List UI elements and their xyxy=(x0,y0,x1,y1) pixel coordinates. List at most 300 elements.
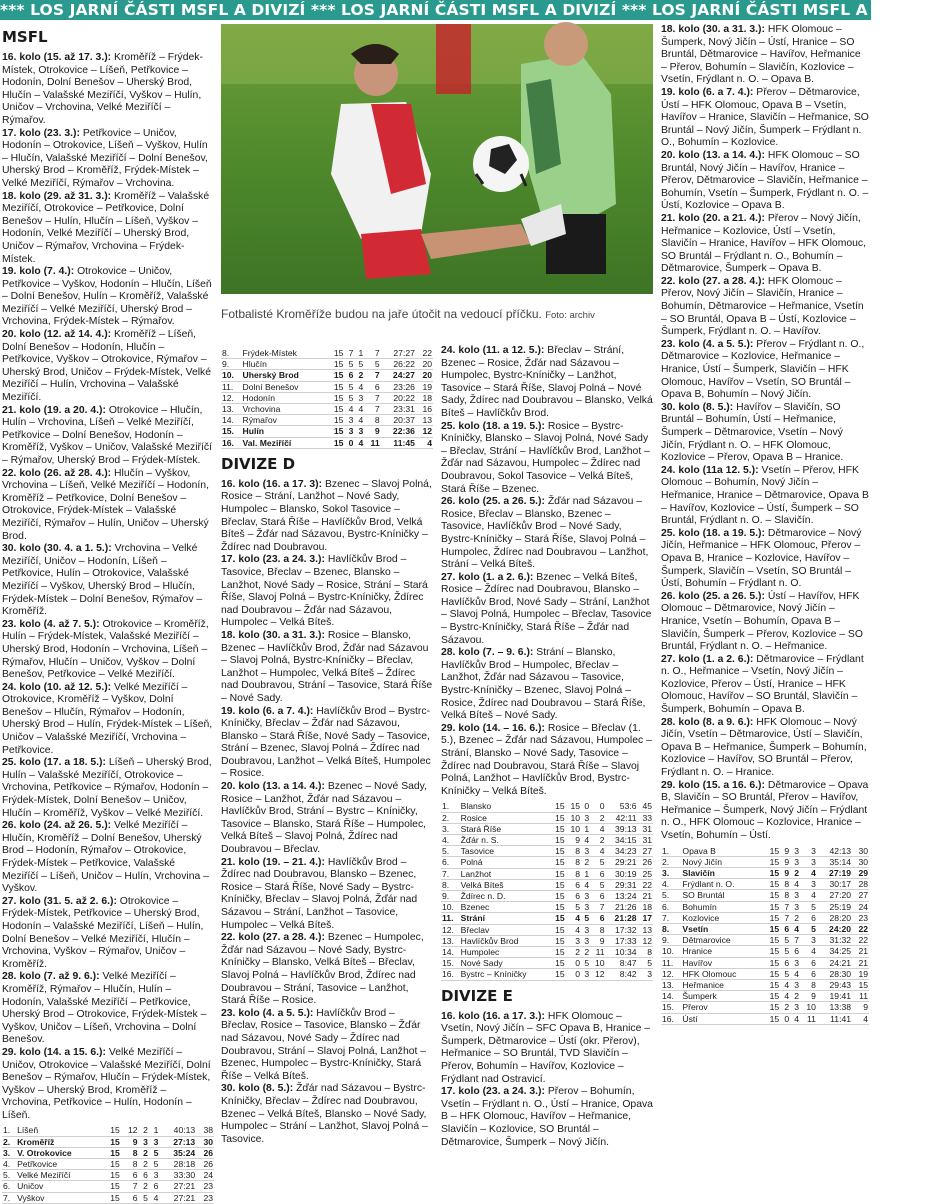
table-cell: 7. xyxy=(3,1192,11,1203)
table-cell: Stará Říše xyxy=(460,823,502,834)
table-cell: Havířov xyxy=(682,957,713,968)
round-matches: Havlíčkův Brod – Ždírec nad Doubravou, Blansko – Bzenec, Rosice – Stará Říše, Nové Sady – Bystrc-Kníničky, Břeclav – Slavoj Polná, Žďár nad Sázavou – Strání, Lanžhot – Tasovice, Humpolec – Velká Bíteš. xyxy=(221,856,418,931)
round-fixtures xyxy=(661,150,869,213)
table-cell: 31:32 xyxy=(829,935,852,946)
table-cell: 15 xyxy=(110,1192,120,1203)
table-cell: 2. xyxy=(442,812,450,823)
round-fixtures xyxy=(661,528,869,591)
section-title-divize-d: DIVIZE D xyxy=(221,454,296,473)
table-cell: 15 xyxy=(333,359,344,370)
table-cell: 15 xyxy=(555,834,565,845)
table-cell: 10. xyxy=(222,370,234,381)
table-cell: 29 xyxy=(858,868,868,878)
table-cell: 23 xyxy=(858,912,868,923)
round-matches: Břeclav – Strání, Bzenec – Rosice, Žďár nad Sázavou – Humpolec, Bystrc-Kníničky – Lanžhot, Tasovice – Stará Říše, Slavoj Polná – Nové Sady, Ždírec nad Doubravou – Blansko, Velká Bíteš – Havlíčkův Brod. xyxy=(441,345,653,419)
table-cell: 15 xyxy=(555,913,565,924)
table-cell: 27:21 xyxy=(173,1192,196,1203)
table-cell: 11 xyxy=(859,991,868,1002)
table-cell: 3 xyxy=(794,957,800,968)
table-cell: Hulín xyxy=(242,426,264,437)
table-cell: 3 xyxy=(794,1002,800,1013)
round-label: 17. kolo (23. 3.): xyxy=(2,127,80,139)
table-cell: 8 xyxy=(132,1147,138,1158)
table-cell: 3 xyxy=(811,856,816,867)
table-cell: 3 xyxy=(794,980,800,991)
table-cell: 17:32 xyxy=(615,924,637,935)
table-row xyxy=(661,957,869,968)
round-label: 16. kolo (15. až 17. 3.): xyxy=(2,52,112,63)
table-cell: 15 xyxy=(555,868,565,879)
round-fixtures xyxy=(2,682,214,758)
table-cell: 23 xyxy=(203,1181,213,1192)
table-row xyxy=(661,868,869,879)
round-fixtures xyxy=(441,1011,653,1087)
table-cell: 2 xyxy=(143,1159,148,1170)
table-cell: 16 xyxy=(422,404,432,415)
table-cell: 3 xyxy=(584,902,590,913)
table-cell: 5 xyxy=(374,359,380,370)
table-cell: 3 xyxy=(584,969,590,980)
round-matches: Žďár nad Sázavou – Bystrc-Kníničky, Břeclav – Ždírec nad Doubravou, Bzenec – Velká Bíteš, Blansko – Nové Sady, Humpolec – Strání – Lanžhot, Slavoj Polná – Tasovice. xyxy=(221,1083,428,1145)
table-cell: Líšeň xyxy=(17,1125,39,1136)
table-cell: 26 xyxy=(203,1147,213,1158)
table-cell: 27 xyxy=(642,846,652,857)
table-cell: Velká Bíteš xyxy=(460,879,504,890)
table-row xyxy=(441,834,653,845)
table-cell: 2 xyxy=(794,991,800,1002)
table-cell: 15 xyxy=(555,969,565,980)
round-fixtures xyxy=(2,1047,214,1123)
photo-caption xyxy=(221,306,653,324)
round-label: 21. kolo (19. – 21. 4.): xyxy=(221,856,325,868)
table-cell: 5. xyxy=(3,1170,11,1181)
table-cell: 4 xyxy=(794,1013,800,1024)
column-divize-d xyxy=(221,345,433,1145)
round-matches: Petřkovice – Uničov, Hodonín – Otrokovice, Líšeň – Vyškov, Hulín – Hlučín, Valašské Meziříčí – Dolní Benešov, Uherský Brod – Kroměříž, Frýdek-Místek – Velké Meziříčí, Rýmařov – Vrchovina. xyxy=(2,127,208,189)
table-cell: 15 xyxy=(769,957,780,968)
table-cell: 5 xyxy=(153,1147,159,1158)
table-cell: 11. xyxy=(662,957,674,968)
table-cell: 42:11 xyxy=(615,812,637,823)
round-matches: Přerov – Frýdlant n. O., Dětmarovice – Kozlovice, Heřmanice – Hranice, Ústí – Šumperk, Slavičín – HFK Olomouc, Havířov – Vsetín, SO Bruntál – Opava B, Bohumín – Nový Jičín. xyxy=(661,338,865,401)
table-cell: 13. xyxy=(222,404,234,415)
table-cell: 5. xyxy=(662,890,670,901)
table-cell: 9 xyxy=(599,935,605,946)
table-cell: 3. xyxy=(662,868,670,878)
round-fixtures xyxy=(2,329,214,405)
table-cell: 5 xyxy=(584,913,590,924)
table-row xyxy=(221,370,433,381)
table-cell: Uherský Brod xyxy=(242,370,299,381)
table-cell: 5 xyxy=(584,958,590,969)
round-fixtures xyxy=(661,654,869,717)
table-cell: Nový Jičín xyxy=(682,856,723,867)
table-cell: 11:41 xyxy=(830,1013,852,1024)
round-matches: Havlíčkův Brod – Tasovice, Břeclav – Bzenec, Blansko – Lanžhot, Nové Sady – Rosice, Strání – Stará Říše, Slavoj Polná – Bystrc-Kníničky, Ždírec nad Doubravou – Žďár nad Sázavou, Humpolec – Velká Bíteš. xyxy=(221,554,428,629)
table-cell: 25 xyxy=(642,868,652,879)
table-cell: 0 xyxy=(584,801,590,812)
table-row xyxy=(661,1013,869,1024)
table-cell: 21:26 xyxy=(615,902,637,913)
table-cell: 14. xyxy=(222,415,234,426)
table-cell: Slavičín xyxy=(682,868,715,878)
column-divize-e xyxy=(661,24,869,1133)
table-cell: 4 xyxy=(584,879,590,890)
table-cell: 39:13 xyxy=(615,823,637,834)
table-cell: 0 xyxy=(575,969,581,980)
table-cell: 10:34 xyxy=(615,947,637,958)
table-cell: 14. xyxy=(442,947,454,958)
table-cell: 15 xyxy=(769,924,780,935)
round-matches: Velké Meziříčí – Kroměříž, Rýmařov – Hlučín, Hulín – Hodonín, Valašské Meziříčí – Petřkovice, Uherský Brod – Otrokovice, Frýdek-Místek – Vyškov, Uničov – Líšeň, Vrchovina – Dolní Benešov. xyxy=(2,971,207,1046)
table-cell: 29:43 xyxy=(829,980,852,991)
table-cell: 15 xyxy=(769,1002,780,1013)
table-cell: 6 xyxy=(348,370,354,381)
table-cell: 4 xyxy=(584,834,590,845)
table-cell: 9 xyxy=(811,991,816,1002)
table-cell: Hranice xyxy=(682,946,713,957)
round-matches: HFK Olomouc – Přerov, Nový Jičín – Slavičín, Hranice – Bohumín, Dětmarovice – Heřmanice, Vsetín – SO Bruntál, Opava B – Ústí, Kozlovice – Šumperk, Frýdlant n. O. – Havířov. xyxy=(661,275,864,338)
round-matches: Bzenec – Humpolec, Žďár nad Sázavou – Nové Sady, Bystrc-Kníničky – Blansko, Velká Bíteš – Břeclav, Slavoj Polná – Havlíčkův Brod, Ždírec nad Doubravou – Strání, Tasovice – Lanžhot, Stará Říše – Rosice. xyxy=(221,932,424,1007)
table-cell: 34:15 xyxy=(615,834,637,845)
round-label: 24. kolo (11a 12. 5.): xyxy=(661,464,759,476)
table-cell: 3 xyxy=(348,415,354,426)
table-cell: 9 xyxy=(132,1136,138,1147)
table-cell: 3 xyxy=(143,1136,148,1147)
table-cell: 3 xyxy=(358,426,364,437)
round-fixtures xyxy=(221,1083,433,1146)
table-row xyxy=(441,812,653,823)
round-label: 17. kolo (23. a 24. 3.): xyxy=(221,554,325,566)
table-cell: 28 xyxy=(858,879,868,890)
table-cell: Vsetín xyxy=(682,924,709,935)
table-cell: 30 xyxy=(858,856,868,867)
table-cell: Vrchovina xyxy=(242,404,281,415)
table-row xyxy=(661,890,869,901)
table-row xyxy=(661,879,869,890)
round-fixtures xyxy=(661,213,869,276)
table-cell: 15 xyxy=(333,392,344,403)
table-cell: 15. xyxy=(222,426,234,437)
round-matches: Bzenec – Velká Bíteš, Rosice – Ždírec nad Doubravou, Blansko – Havlíčkův Brod, Nové Sady – Strání, Lanžhot – Slavoj Polná, Humpolec – Břeclav, Tasovice – Bystrc-Kníničky, Stará Říše – Žďár nad Sázavou. xyxy=(441,571,652,646)
table-cell: 13 xyxy=(642,924,652,935)
table-cell: 20 xyxy=(422,359,432,370)
round-fixtures xyxy=(2,896,214,972)
table-cell: Hodonín xyxy=(242,392,276,403)
round-fixtures xyxy=(441,723,653,799)
table-cell: 17:33 xyxy=(615,935,637,946)
table-cell: 5. xyxy=(442,846,450,857)
table-cell: 22 xyxy=(858,935,868,946)
table-row xyxy=(661,968,869,979)
table-cell: 3 xyxy=(358,392,364,403)
table-cell: 1 xyxy=(584,868,590,879)
table-cell: 4 xyxy=(153,1192,159,1203)
round-label: 22. kolo (27. a 28. 4.): xyxy=(221,932,325,944)
table-cell: 2 xyxy=(584,947,590,958)
msfl-standings-table xyxy=(2,1125,214,1203)
table-cell: Žďár n. S. xyxy=(460,834,499,845)
round-matches: Bzenec – Nové Sady, Rosice – Lanžhot, Žďár nad Sázavou – Havlíčkův Brod, Strání – Bystrc – Kníničky, Tasovice – Blansko, Stará Říše – Humpolec, Velká Bíteš – Slavoj Polná, Ždírec nad Doubravou – Břeclav. xyxy=(221,781,427,856)
table-row xyxy=(441,935,653,946)
table-cell: 12. xyxy=(442,924,454,935)
table-cell: 33:30 xyxy=(173,1170,196,1181)
table-cell: Dolní Benešov xyxy=(242,381,299,392)
round-matches: Přerov – Bohumín, Vsetín – Frýdlant n. O., Ústí – Hranice, Opava B – HFK Olomouc, Havířov – Heřmanice, Slavičín – Kozlovice, SO Bruntál – Dětmarovice, Šumperk – Nový Jičín. xyxy=(441,1086,653,1148)
table-cell: 31 xyxy=(642,823,652,834)
table-cell: 7 xyxy=(374,348,380,358)
round-label: 21. kolo (20. a 21. 4.): xyxy=(661,212,765,224)
table-row xyxy=(221,359,433,370)
table-cell: 24:21 xyxy=(829,957,852,968)
table-cell: Nové Sady xyxy=(460,958,503,969)
round-fixtures xyxy=(661,339,869,402)
table-cell: 9 xyxy=(784,868,790,878)
table-cell: 16. xyxy=(662,1013,674,1024)
table-cell: 15 xyxy=(555,812,565,823)
round-label: 18. kolo (30. a 31. 3.): xyxy=(661,24,765,35)
table-cell: Blansko xyxy=(460,801,492,812)
table-row xyxy=(2,1159,214,1170)
table-cell: 15 xyxy=(555,902,565,913)
table-cell: 0 xyxy=(599,801,605,812)
table-cell: 26 xyxy=(642,857,652,868)
table-cell: 24 xyxy=(858,901,868,912)
table-cell: 5 xyxy=(143,1192,148,1203)
round-label: 19. kolo (6. a 7. 4.): xyxy=(221,705,314,717)
table-cell: 5 xyxy=(784,946,790,957)
round-fixtures xyxy=(661,402,869,465)
table-cell: Strání xyxy=(460,913,485,924)
round-fixtures xyxy=(221,1008,433,1084)
table-cell: Bohumín xyxy=(682,901,717,912)
table-cell: Velké Meziříčí xyxy=(17,1170,71,1181)
table-cell: 12. xyxy=(662,968,674,979)
table-cell: SO Bruntál xyxy=(682,890,725,901)
table-cell: 8. xyxy=(662,924,670,935)
table-cell: 4 xyxy=(358,381,364,392)
round-label: 25. kolo (18. a 19. 5.): xyxy=(661,527,765,539)
table-cell: 4 xyxy=(794,924,800,935)
table-cell: 6. xyxy=(3,1181,11,1192)
table-cell: 10 xyxy=(570,812,581,823)
table-cell: 5 xyxy=(348,381,354,392)
table-cell: 2 xyxy=(794,868,800,878)
table-cell: 3. xyxy=(3,1147,11,1158)
table-cell: 8. xyxy=(442,879,450,890)
table-cell: 15 xyxy=(555,924,565,935)
table-cell: 6 xyxy=(784,957,790,968)
table-cell: Opava B xyxy=(682,845,716,856)
table-cell: 27 xyxy=(858,890,868,901)
round-matches: Otrokovice – Frýdek-Místek, Petřkovice – Uherský Brod, Hodonín – Valašské Meziříčí, Líšeň – Hulín, Dolní Benešov – Velké Meziříčí, Hlučín – Vrchovina, Vyškov – Rýmařov, Uničov – Kroměříž. xyxy=(2,895,204,970)
table-cell: 15 xyxy=(769,968,780,979)
table-cell: 7 xyxy=(374,370,380,381)
table-cell: 26 xyxy=(203,1159,213,1170)
table-cell: 4 xyxy=(427,437,432,448)
table-cell: 27:19 xyxy=(829,868,852,878)
table-cell: 2. xyxy=(3,1136,11,1147)
round-fixtures xyxy=(661,465,869,528)
table-cell: 13. xyxy=(662,980,674,991)
round-matches: Otrokovice – Uničov, Petřkovice – Vyškov, Hodonín – Hlučín, Líšeň – Dolní Benešov, Hulín – Kroměříž, Valašské Meziříčí – Velké Meziříčí, Uherský Brod – Vrchovina, Frýdek-Místek – Rýmařov. xyxy=(2,266,212,328)
table-cell: Přerov xyxy=(682,1002,708,1013)
table-cell: 1. xyxy=(662,845,670,856)
table-cell: 10 xyxy=(806,1002,816,1013)
table-cell: 7 xyxy=(374,392,380,403)
round-fixtures xyxy=(2,757,214,820)
round-fixtures xyxy=(661,717,869,780)
table-cell: 8 xyxy=(784,890,790,901)
table-cell: 9 xyxy=(374,426,380,437)
table-cell: 15 xyxy=(110,1136,120,1147)
table-cell: 27:21 xyxy=(173,1181,196,1192)
table-cell: 0 xyxy=(348,437,354,448)
table-row xyxy=(2,1125,214,1136)
table-row xyxy=(441,924,653,935)
table-cell: Dětmarovice xyxy=(682,935,731,946)
round-label: 25. kolo (17. a 18. 5.): xyxy=(2,757,106,769)
table-cell: 4. xyxy=(662,879,670,890)
table-cell: 15 xyxy=(769,845,780,856)
table-cell: 4 xyxy=(599,846,605,857)
table-cell: 19 xyxy=(858,968,868,979)
table-cell: 1. xyxy=(442,801,450,812)
table-cell: 1 xyxy=(153,1125,159,1136)
round-matches: Velké Meziříčí – Hlučín, Kroměříž – Dolní Benešov, Uherský Brod – Hodonín, Rýmařov – Otrokovice, Frýdek-Místek – Petřkovice, Valašské Meziříčí – Líšeň, Uničov – Hulín, Vrchovina – Vyškov. xyxy=(2,820,209,895)
round-matches: Přerov – Nový Jičín, Heřmanice – Kozlovice, Ústí – Vsetín, Slavičín – Hranice, Havířov – HFK Olomouc, SO Bruntál – Frýdlant n. O., Bohumín – Dětmarovice, Šumperk – Opava B. xyxy=(661,212,866,275)
table-row xyxy=(221,437,433,448)
table-cell: 15 xyxy=(555,958,565,969)
table-cell: 6 xyxy=(575,879,581,890)
table-cell: 3 xyxy=(811,845,816,856)
table-cell: 8 xyxy=(575,846,581,857)
table-cell: Hlučín xyxy=(242,359,267,370)
table-cell: 5 xyxy=(784,935,790,946)
table-cell: 18 xyxy=(422,392,432,403)
table-cell: 4 xyxy=(794,879,800,890)
table-row xyxy=(2,1192,214,1203)
table-cell: 22 xyxy=(642,879,652,890)
table-row xyxy=(661,924,869,935)
table-row xyxy=(221,426,433,437)
table-cell: 11. xyxy=(442,913,454,924)
round-label: 22. kolo (27. a 28. 4.): xyxy=(661,275,765,287)
round-fixtures xyxy=(221,781,433,857)
round-fixtures xyxy=(221,857,433,933)
table-cell: 15 xyxy=(110,1181,120,1192)
table-cell: Havlíčkův Brod xyxy=(460,935,519,946)
round-matches: Hlučín – Vyškov, Vrchovina – Líšeň, Velké Meziříčí – Hodonín, Kroměříž – Petřkovice, Dolní Benešov – Otrokovice, Frýdek-Místek – Valašské Meziříčí, Rýmařov – Hulín, Uničov – Uherský Brod. xyxy=(2,467,209,542)
table-cell: 11:45 xyxy=(393,437,415,448)
table-cell: 23 xyxy=(203,1192,213,1203)
photo-credit: Foto: archiv xyxy=(545,310,595,321)
table-cell: 9. xyxy=(442,891,450,901)
table-cell: 5 xyxy=(153,1159,159,1170)
table-cell: 4 xyxy=(599,823,605,834)
table-row xyxy=(441,958,653,969)
round-fixtures xyxy=(221,932,433,1008)
table-cell: 27:13 xyxy=(173,1136,196,1147)
table-cell: 25:19 xyxy=(829,901,852,912)
table-cell: Břeclav xyxy=(460,924,490,935)
table-cell: 8 xyxy=(575,868,581,879)
table-cell: 15 xyxy=(555,823,565,834)
table-cell: 8 xyxy=(132,1159,138,1170)
table-cell: 5 xyxy=(647,958,652,969)
table-cell: 22 xyxy=(422,348,432,358)
table-cell: 15 xyxy=(555,947,565,958)
table-cell: 2 xyxy=(584,857,590,868)
caption-text: Fotbalisté Kroměříže budou na jaře útočit na vedoucí příčku. xyxy=(221,307,542,321)
table-cell: 3 xyxy=(794,845,800,856)
round-matches: Rosice – Bystrc-Kníničky, Blansko – Slavoj Polná, Nové Sady – Břeclav, Strání – Havlíčkův Brod, Lanžhot – Žďár nad Sázavou, Humpolec – Ždírec nad Doubravou, Sokol Tasovice – Velká Bíteš, Stará Říše – Bzenec. xyxy=(441,420,650,495)
table-cell: 1 xyxy=(584,823,590,834)
round-fixtures xyxy=(2,619,214,682)
table-cell: 10. xyxy=(442,902,454,913)
table-cell: 9 xyxy=(575,834,581,845)
table-cell: 15 xyxy=(555,935,565,946)
table-cell: 6 xyxy=(599,868,605,879)
round-label: 17. kolo (23. a 24. 3.): xyxy=(441,1086,545,1098)
table-cell: 30 xyxy=(203,1136,213,1147)
table-cell: 20:37 xyxy=(393,415,415,426)
table-cell: 3 xyxy=(794,890,800,901)
table-cell: 27:27 xyxy=(393,348,415,358)
table-cell: 7 xyxy=(784,912,790,923)
table-row xyxy=(661,912,869,923)
table-cell: 17 xyxy=(642,913,652,924)
table-row xyxy=(441,868,653,879)
table-cell: Lanžhot xyxy=(460,868,492,879)
table-row xyxy=(221,404,433,415)
table-cell: Kroměříž xyxy=(17,1136,55,1147)
table-cell: 6 xyxy=(132,1170,138,1181)
table-cell: 15 xyxy=(769,935,780,946)
table-cell: 13:24 xyxy=(615,891,637,901)
table-cell: 15. xyxy=(442,958,454,969)
round-matches: Havlíčkův Brod – Břeclav, Rosice – Tasovice, Blansko – Žďár nad Sázavou, Nové Sady – Ždírec nad Doubravou, Strání – Slavoj Polná, Lanžhot – Bzenec, Humpolec – Bystrc-Kníničky, Stará Říše – Velká Bíteš. xyxy=(221,1007,427,1082)
table-cell: 5 xyxy=(811,924,816,935)
table-cell: 15 xyxy=(555,879,565,890)
table-cell: 4 xyxy=(784,980,790,991)
table-cell: 31 xyxy=(642,834,652,845)
table-row xyxy=(441,879,653,890)
divize-e-rounds-continued xyxy=(661,24,869,843)
column-divize-d-e xyxy=(441,345,653,1148)
divize-d-rounds-continued xyxy=(441,345,653,798)
table-row xyxy=(441,823,653,834)
round-matches: Velké Meziříčí – Otrokovice, Kroměříž – Vyškov, Dolní Benešov – Hlučín, Rýmařov – Hodonín, Uherský Brod – Hulín, Frýdek-Místek – Líšeň, Uničov – Valašské Meziříčí, Vrchovina – Petřkovice. xyxy=(2,681,213,756)
table-cell: 22:36 xyxy=(392,426,415,437)
table-cell: 33 xyxy=(642,812,652,823)
table-cell: 8 xyxy=(647,947,652,958)
table-cell: 21 xyxy=(858,957,868,968)
round-label: 21. kolo (19. a 20. 4.): xyxy=(2,404,106,416)
round-label: 16. kolo (16. a 17. 3.): xyxy=(441,1010,545,1022)
table-cell: 6 xyxy=(811,968,816,979)
round-matches: Kroměříž – Líšeň, Dolní Benešov – Hodonín, Hlučín – Petřkovice, Vyškov – Otrokovice, Rýmařov – Uherský Brod, Uničov – Frýdek-Místek, Velké Meziříčí – Hulín, Vrchovina – Valašské Meziříčí. xyxy=(2,329,212,404)
divize-d-rounds xyxy=(221,479,433,1146)
table-cell: 35:14 xyxy=(829,856,852,867)
round-fixtures xyxy=(441,345,653,421)
table-cell: 20:22 xyxy=(393,392,415,403)
table-cell: 8 xyxy=(599,924,605,935)
table-cell: 15 xyxy=(858,980,868,991)
table-cell: 14. xyxy=(662,991,674,1002)
round-matches: Otrokovice – Hlučín, Hulín – Vrchovina, Líšeň – Velké Meziříčí, Petřkovice – Dolní Benešov, Hodonín – Kroměříž, Vyškov – Uničov, Valašské Meziříčí – Rýmařov, Uherský Brod – Frýdek-Místek. xyxy=(2,404,212,466)
table-cell: 27:20 xyxy=(829,890,852,901)
